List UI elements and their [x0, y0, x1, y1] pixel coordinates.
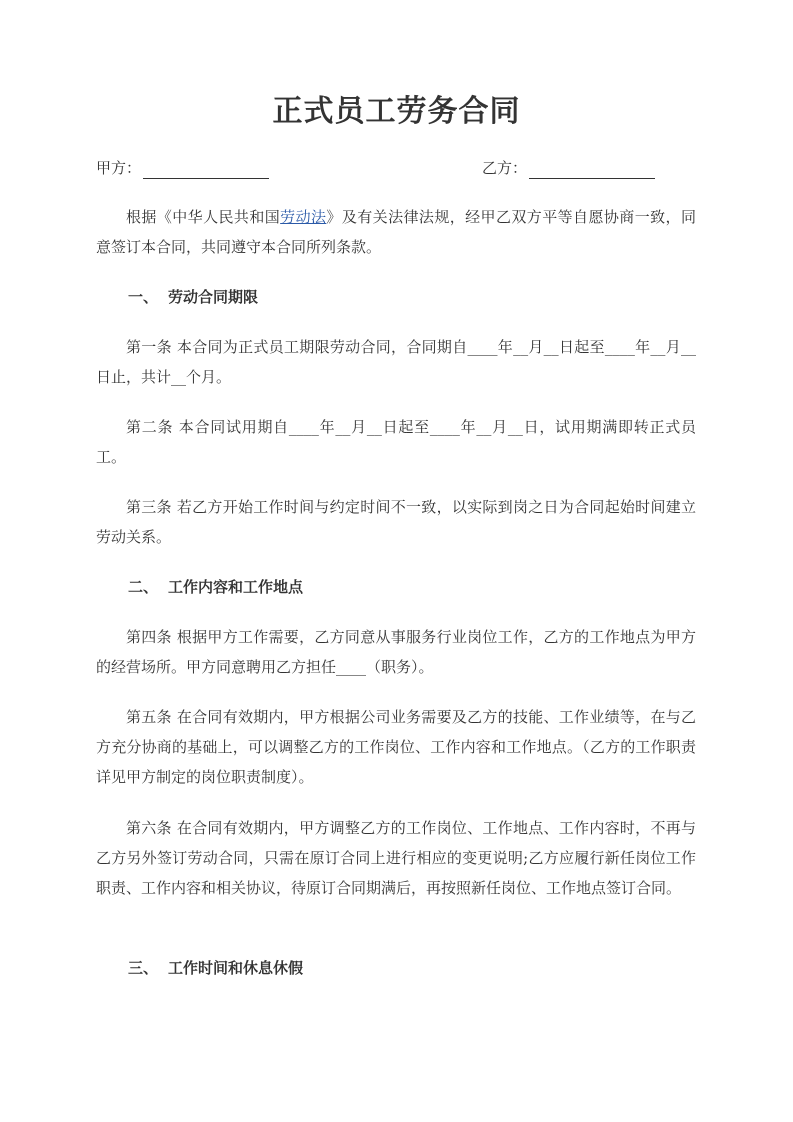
article-3: 第三条 若乙方开始工作时间与约定时间不一致，以实际到岗之日为合同起始时间建立劳动关系。: [96, 498, 696, 546]
section-heading-2: [128, 576, 303, 598]
intro-text-after: 》及有关法律法规，经甲乙双方平等自愿协商一致，同意签订本合同，共同遵守本合同所列条款。: [96, 208, 696, 256]
article-2: 第二条 本合同试用期自____年__月__日起至____年__月__日，试用期满即转正式员工。: [96, 418, 696, 466]
section-title: 工作内容和工作地点: [168, 578, 304, 596]
document-title: 正式员工劳务合同: [272, 94, 521, 129]
section-title: 劳动合同期限: [168, 288, 259, 306]
party-b-line: [482, 157, 655, 179]
article-1: 第一条 本合同为正式员工期限劳动合同，合同期自____年__月__日起至____年__月__日止，共计__个月。: [96, 338, 696, 386]
labor-law-link[interactable]: 劳动法: [280, 208, 327, 226]
party-a-line: [96, 157, 269, 179]
section-heading-1: [128, 286, 258, 308]
section-number: 二、: [128, 578, 159, 596]
article-6: 第六条 在合同有效期内，甲方调整乙方的工作岗位、工作地点、工作内容时，不再与乙方另外签订劳动合同，只需在原订合同上进行相应的变更说明;乙方应履行新任岗位工作职责、工作内容和相关协议，待原订合同期满后，再按照新任岗位、工作地点签订合同。: [96, 819, 696, 897]
party-a-label: 甲方：: [96, 159, 142, 177]
article-4: 第四条 根据甲方工作需要，乙方同意从事服务行业岗位工作，乙方的工作地点为甲方的经营场所。甲方同意聘用乙方担任____（职务）。: [96, 628, 696, 676]
intro-paragraph: [96, 202, 696, 262]
section-number: 一、: [128, 288, 159, 306]
section-heading-3: [128, 957, 303, 979]
intro-text-before: 根据《中华人民共和国: [126, 208, 281, 226]
party-a-blank: [143, 161, 269, 179]
party-b-label: 乙方：: [482, 159, 528, 177]
article-5: 第五条 在合同有效期内，甲方根据公司业务需要及乙方的技能、工作业绩等，在与乙方充分协商的基础上，可以调整乙方的工作岗位、工作内容和工作地点。（乙方的工作职责详见甲方制定的岗位职责制度）。: [96, 708, 696, 786]
section-title: 工作时间和休息休假: [168, 959, 304, 977]
section-number: 三、: [128, 959, 159, 977]
party-b-blank: [529, 161, 655, 179]
